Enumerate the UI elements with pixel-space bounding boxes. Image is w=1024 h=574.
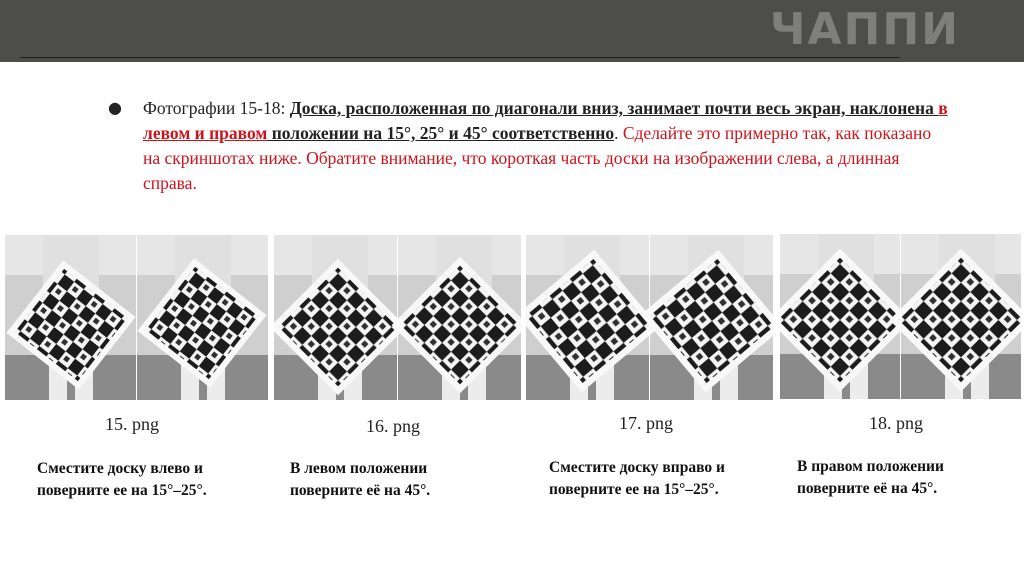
bullet-bold-part-1: Доска, расположенная по диагонали вниз, занимает почти весь экран, наклонена xyxy=(289,98,939,118)
caption-17: 17. png xyxy=(619,413,673,433)
bullet-red-highlight: в левом и правом xyxy=(143,98,948,143)
caption-15: 15. png xyxy=(105,414,159,434)
caption-18: 18. png xyxy=(869,413,923,433)
photo-16 xyxy=(274,235,521,400)
photo-17 xyxy=(526,235,773,400)
bullet-intro: Фотографии 15-18: xyxy=(143,98,290,118)
instruction-17: Сместите доску вправо и поверните ее на 15°–25°. xyxy=(549,459,725,498)
bullet-red-note: Сделайте это примерно так, как показано на скриншотах ниже. Обратите внимание, что короткая часть доски на изображении слева, а длинная справа. xyxy=(143,123,932,193)
bullet-period: . xyxy=(614,123,619,143)
caption-16: 16. png xyxy=(366,416,420,436)
header-bar xyxy=(0,0,1024,62)
photo-15 xyxy=(5,235,268,400)
bullet-bold-part-2: положении на 15°, 25° и 45° соответственно xyxy=(267,123,615,143)
bullet-text xyxy=(143,96,948,196)
instruction-16: В левом положении поверните её на 45°. xyxy=(290,460,431,499)
instruction-bullet xyxy=(108,96,948,196)
header-rule xyxy=(20,57,900,58)
instruction-15: Сместите доску влево и поверните ее на 15°–25°. xyxy=(37,460,207,499)
bullet-dot-icon: ● xyxy=(108,98,122,117)
photo-18 xyxy=(780,234,1021,399)
instruction-18: В правом положении поверните её на 45°. xyxy=(797,458,944,497)
brand-logo: ЧАППИ xyxy=(769,4,960,55)
